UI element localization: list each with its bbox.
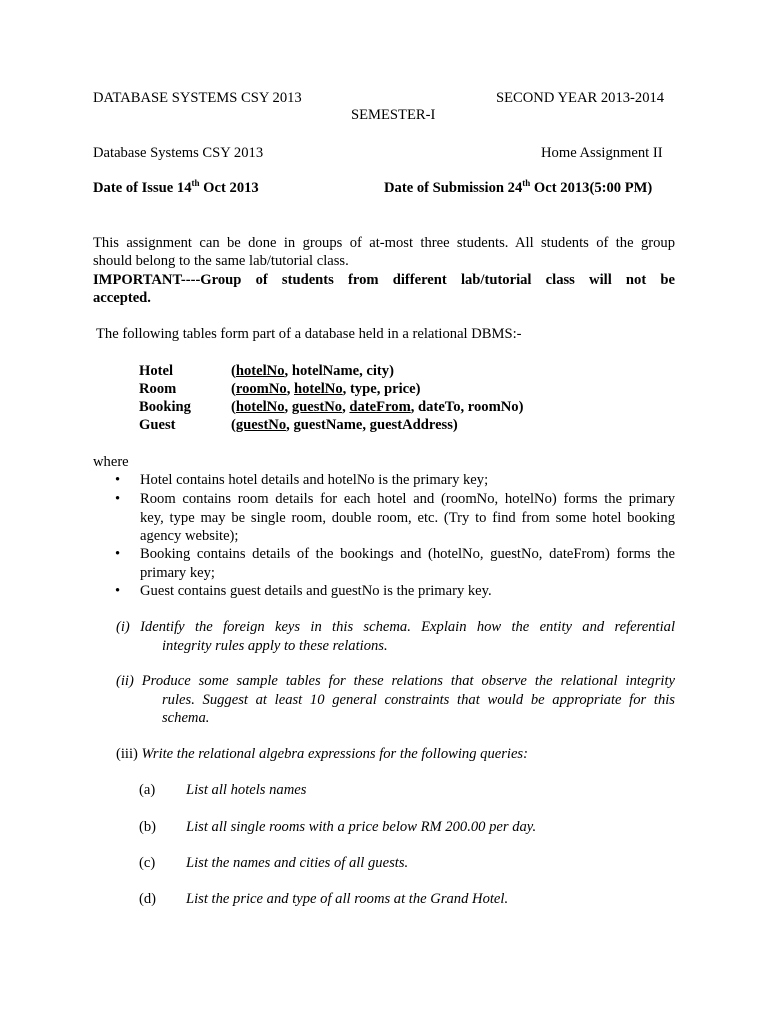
tables-intro: The following tables form part of a database held in a relational DBMS:- xyxy=(96,326,522,342)
query-d-label: (d) xyxy=(139,891,157,907)
schema-room-name: Room xyxy=(139,381,177,397)
course-line: Database Systems CSY 2013 xyxy=(93,145,264,161)
assignment-title: Home Assignment II xyxy=(541,145,663,161)
question-i: (i) Identify the foreign keys in this schema. Explain how the entity and referential integrity rules apply to these relations. xyxy=(116,619,675,654)
issue-date: Date of Issue 14th Oct 2013 xyxy=(93,178,259,196)
question-ii: (ii) Produce some sample tables for these relations that observe the relational integrity rules. Suggest at least 10 general constraints that would be appropriate for this schema. xyxy=(116,673,675,726)
query-a-label: (a) xyxy=(139,782,156,798)
semester-header: SEMESTER-I xyxy=(351,107,436,123)
query-b-label: (b) xyxy=(139,819,157,835)
intro-paragraph: This assignment can be done in groups of at-most three students. All students of the group should belong to the same lab/tutorial class. xyxy=(93,235,675,269)
schema-room-attrs: (roomNo, hotelNo, type, price) xyxy=(231,381,421,397)
course-code-header: DATABASE SYSTEMS CSY 2013 xyxy=(93,90,302,106)
year-header: SECOND YEAR 2013-2014 xyxy=(496,90,665,106)
schema-guest-attrs: (guestNo, guestName, guestAddress) xyxy=(231,417,458,433)
schema-hotel-attrs: (hotelNo, hotelName, city) xyxy=(231,363,394,379)
query-b-text: List all single rooms with a price below RM 200.00 per day. xyxy=(186,819,537,835)
document-page: DATABASE SYSTEMS CSY 2013 SECOND YEAR 2013-2014 SEMESTER-I Database Systems CSY 2013 Home Assignment II Date of Issue 14th Oct 2013 Date of Submission 24th Oct 2013(5:00 PM) This assignment can be done in groups of at-most three students. All students of the group should belong to the same lab/tutorial class. IMPORTANT----Group of students from different lab/tutorial class will not be accepted. The following tables form part of a database held in a relational DBMS:- Hotel (hotelNo, hotelName, city) Room (roomNo, hotelNo, type, price) Booking (hotelNo, guestNo, dateFrom, dateTo, roomNo) Guest (guestNo, guestName, guestAddress) where • Hotel contains hotel details and hotelNo is the primary key; • Room contains room details for each hotel and (roomNo, hotelNo) forms the primary key, type may be single room, double room, etc. (Try to find from some hotel booking agency website); • Booking contains details of the bookings and (hotelNo, guestNo, dateFrom) forms the primary key; • Guest contains guest details and guestNo is the primary key. (i) Identify the foreign keys in this schema. Explain how the entity and referential integrity rules apply to these relations. (ii) Produce some sample tables for these relations that observe the relational integrity rules. Suggest at least 10 general constraints that would be appropriate for this schema. (iii) Write the relational algebra expressions for the following queries: (a) List all hotels names (b) List all single rooms with a price below RM 200.00 per day. (c) List the names and cities of all guests. (d) List the price and type of all rooms at the Grand Hotel. xyxy=(93,90,675,907)
bullet-icon: • xyxy=(115,491,121,507)
schema-hotel-name: Hotel xyxy=(139,363,174,379)
where-label: where xyxy=(93,454,129,470)
bullet-icon: • xyxy=(115,583,121,599)
submission-date: Date of Submission 24th Oct 2013(5:00 PM) xyxy=(384,178,653,196)
question-iii: (iii) Write the relational algebra expressions for the following queries: xyxy=(116,746,528,762)
schema-booking-attrs: (hotelNo, guestNo, dateFrom, dateTo, roomNo) xyxy=(231,399,524,415)
bullet-icon: • xyxy=(115,472,121,488)
query-c-text: List the names and cities of all guests. xyxy=(186,855,409,871)
query-a-text: List all hotels names xyxy=(186,782,307,798)
query-c-label: (c) xyxy=(139,855,156,871)
schema-guest-name: Guest xyxy=(139,417,176,433)
bullet-icon: • xyxy=(115,546,121,562)
query-d-text: List the price and type of all rooms at the Grand Hotel. xyxy=(186,891,509,907)
important-notice: IMPORTANT----Group of students from different lab/tutorial class will not be accepted. xyxy=(93,272,675,306)
schema-booking-name: Booking xyxy=(139,399,191,415)
